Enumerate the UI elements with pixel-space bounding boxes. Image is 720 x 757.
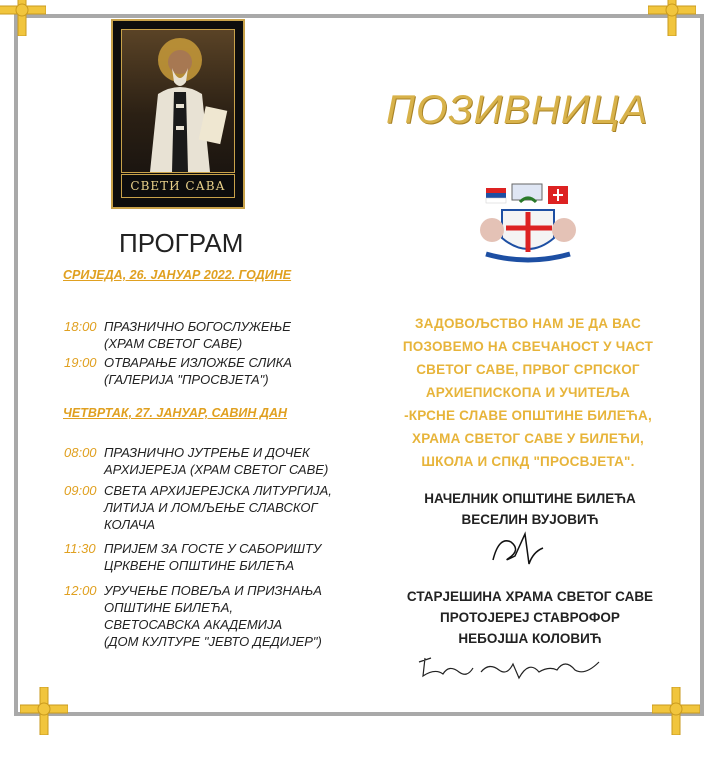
program-title: ПРОГРАМ [119, 228, 244, 258]
program-event [64, 318, 291, 352]
coat-of-arms-icon [480, 180, 576, 266]
saint-sava-icon-image [111, 19, 245, 209]
event-line: ОПШТИНЕ БИЛЕЋА, [104, 600, 234, 615]
event-time: 18:00 [64, 319, 97, 334]
signatory-line: СТАРЈЕШИНА ХРАМА СВЕТОГ САВЕ [406, 589, 654, 604]
event-line: ЛИТИЈА И ЛОМЉЕЊЕ СЛАВСКОГ [104, 500, 318, 515]
invitation-line: ШКОЛА И СПКД "ПРОСВЈЕТА". [421, 454, 635, 469]
invitation-line: ПОЗОВЕМО НА СВЕЧАНОСТ У ЧАСТ [402, 339, 654, 354]
corner-cross-icon [648, 0, 696, 36]
signatory-line: ПРОТОЈЕРЕЈ СТАВРОФОР [440, 610, 620, 625]
signatory-line: НАЧЕЛНИК ОПШТИНЕ БИЛЕЋА [424, 491, 636, 506]
event-line: ПРИЈЕМ ЗА ГОСТЕ У САБОРИШТУ [104, 541, 322, 556]
signatory-line: ВЕСЕЛИН ВУЈОВИЋ [461, 512, 599, 527]
invitation-line: СВЕТОГ САВЕ, ПРВОГ СРПСКОГ [416, 362, 640, 377]
event-line: ПРАЗНИЧНО ЈУТРЕЊЕ И ДОЧЕК [104, 445, 310, 460]
signatory-mayor [380, 488, 680, 530]
event-time: 11:30 [64, 541, 96, 556]
event-time: 09:00 [64, 483, 97, 498]
signature-mark-icon [485, 530, 555, 570]
invitation-line: -КРСНЕ СЛАВЕ ОПШТИНЕ БИЛЕЋА, [404, 408, 652, 423]
program-event [64, 482, 332, 533]
invitation-text [378, 312, 678, 473]
invitation-heading: ПОЗИВНИЦА [386, 88, 649, 132]
day-date: ЧЕТВРТАК, 27. ЈАНУАР, САВИН ДАН [63, 406, 287, 420]
event-line: СВЕТОСАВСКА АКАДЕМИЈА [104, 617, 283, 632]
saint-figure-icon [122, 30, 235, 172]
signatory-line: НЕБОЈША КОЛОВИЋ [458, 631, 602, 646]
invitation-line: ХРАМА СВЕТОГ САВЕ У БИЛЕЋИ, [412, 431, 644, 446]
event-line: (ДОМ КУЛТУРЕ "ЈЕВТО ДЕДИЈЕР") [104, 634, 322, 649]
invitation-line: ЗАДОВОЉСТВО НАМ ЈЕ ДА ВАС [415, 316, 641, 331]
day-date: СРИЈЕДА, 26. ЈАНУАР 2022. ГОДИНЕ [63, 268, 292, 282]
event-time: 12:00 [64, 583, 97, 598]
program-event [64, 444, 328, 478]
event-time: 19:00 [64, 355, 97, 370]
event-line: (ХРАМ СВЕТОГ САВЕ) [104, 336, 243, 351]
event-line: АРХИЈЕРЕЈА (ХРАМ СВЕТОГ САВЕ) [104, 462, 329, 477]
event-line: (ГАЛЕРИЈА "ПРОСВЈЕТА") [104, 372, 269, 387]
event-line: ПРАЗНИЧНО БОГОСЛУЖЕЊЕ [104, 319, 291, 334]
event-line: ОТВАРАЊЕ ИЗЛОЖБЕ СЛИКА [104, 355, 292, 370]
program-event [64, 582, 322, 650]
invitation-line: АРХИЕПИСКОПА И УЧИТЕЉА [425, 385, 631, 400]
corner-cross-icon [20, 687, 68, 735]
signatory-priest [380, 586, 680, 649]
program-event [64, 354, 292, 388]
event-line: КОЛАЧА [104, 517, 156, 532]
icon-caption: СВЕТИ САВА [121, 174, 235, 198]
event-line: СВЕТА АРХИЈЕРЕЈСКА ЛИТУРГИЈА, [104, 483, 332, 498]
event-time: 08:00 [64, 445, 97, 460]
event-line: УРУЧЕЊЕ ПОВЕЉА И ПРИЗНАЊА [104, 583, 322, 598]
signature-mark-icon [415, 650, 615, 684]
program-event [64, 540, 321, 574]
corner-cross-icon [652, 687, 700, 735]
corner-cross-icon [0, 0, 46, 36]
event-line: ЦРКВЕНЕ ОПШТИНЕ БИЛЕЋА [104, 558, 295, 573]
